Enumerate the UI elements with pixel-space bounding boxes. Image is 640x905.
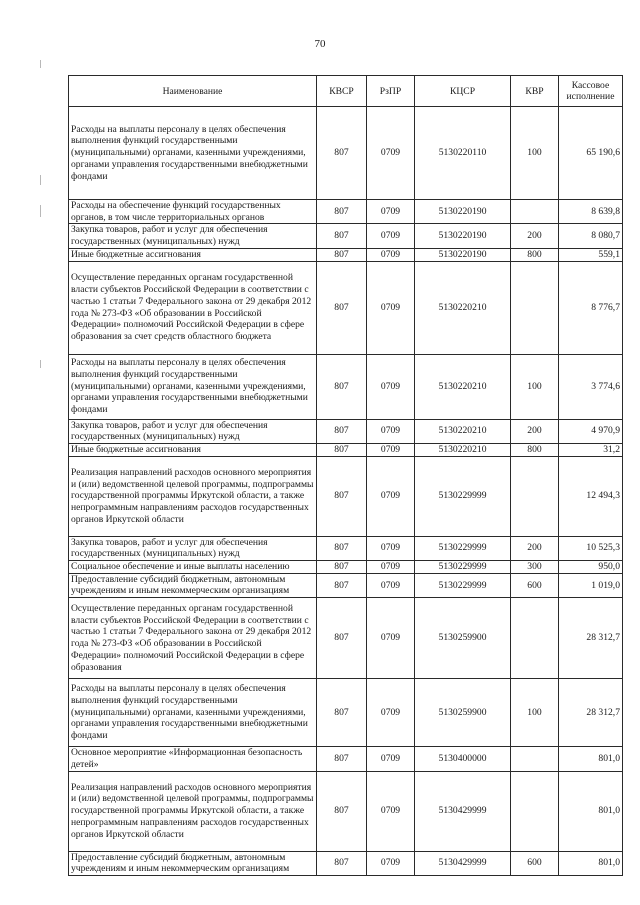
cell-rzpr: 0709 (367, 679, 415, 747)
cell-rzpr: 0709 (367, 443, 415, 456)
cell-kvr: 200 (511, 224, 559, 248)
cell-name: Предоставление субсидий бюджетным, автономным учреждениям и иным некоммерческим организациям (69, 573, 317, 597)
cell-name: Закупка товаров, работ и услуг для обеспечения государственных (муниципальных) нужд (69, 419, 317, 443)
margin-mark (40, 360, 41, 368)
cell-amount: 559,1 (559, 248, 623, 261)
cell-name: Расходы на обеспечение функций государственных органов, в том числе территориальных органов (69, 200, 317, 224)
cell-kvsr: 807 (317, 354, 367, 419)
table-body (69, 107, 623, 876)
cell-amount: 950,0 (559, 561, 623, 574)
cell-amount: 8 080,7 (559, 224, 623, 248)
table-row (69, 536, 623, 560)
cell-rzpr: 0709 (367, 771, 415, 851)
cell-name: Основное мероприятие «Информационная безопасность детей» (69, 747, 317, 771)
cell-kvr: 100 (511, 354, 559, 419)
table-row (69, 456, 623, 536)
cell-rzpr: 0709 (367, 598, 415, 679)
cell-kvr (511, 598, 559, 679)
cell-amount: 8 776,7 (559, 261, 623, 354)
cell-rzpr: 0709 (367, 261, 415, 354)
cell-kcsr: 5130220210 (415, 419, 511, 443)
cell-rzpr: 0709 (367, 248, 415, 261)
header-kvr: КВР (511, 76, 559, 107)
cell-kvsr: 807 (317, 598, 367, 679)
cell-kcsr: 5130229999 (415, 573, 511, 597)
cell-kvr (511, 747, 559, 771)
cell-name: Расходы на выплаты персоналу в целях обеспечения выполнения функций государственными (муниципальными) органами, казенными учреждениями, органами управления государственными внебюджетными фондами (69, 354, 317, 419)
cell-kvsr: 807 (317, 573, 367, 597)
cell-name: Осуществление переданных органам государственной власти субъектов Российской Федерации в соответствии с частью 1 статьи 7 Федерального закона от 29 декабря 2012 года № 273-ФЗ «Об образовании в Российской Федерации» полномочий Российской Федерации в сфере образования (69, 598, 317, 679)
cell-name: Расходы на выплаты персоналу в целях обеспечения выполнения функций государственными (муниципальными) органами, казенными учреждениями, органами управления государственными внебюджетными фондами (69, 679, 317, 747)
cell-kvsr: 807 (317, 419, 367, 443)
cell-name: Предоставление субсидий бюджетным, автономным учреждениям и иным некоммерческим организациям (69, 851, 317, 875)
cell-rzpr: 0709 (367, 107, 415, 200)
cell-kvsr: 807 (317, 679, 367, 747)
margin-mark (40, 175, 41, 185)
cell-kvr: 200 (511, 419, 559, 443)
cell-kvr: 300 (511, 561, 559, 574)
cell-kvsr: 807 (317, 248, 367, 261)
cell-kcsr: 5130229999 (415, 456, 511, 536)
cell-kcsr: 5130229999 (415, 561, 511, 574)
cell-kvr: 800 (511, 248, 559, 261)
cell-kcsr: 5130220190 (415, 248, 511, 261)
cell-kvsr: 807 (317, 443, 367, 456)
cell-amount: 1 019,0 (559, 573, 623, 597)
table-row (69, 851, 623, 875)
cell-amount: 4 970,9 (559, 419, 623, 443)
cell-rzpr: 0709 (367, 200, 415, 224)
cell-name: Закупка товаров, работ и услуг для обеспечения государственных (муниципальных) нужд (69, 224, 317, 248)
cell-name: Иные бюджетные ассигнования (69, 248, 317, 261)
cell-kvsr: 807 (317, 851, 367, 875)
cell-rzpr: 0709 (367, 747, 415, 771)
cell-rzpr: 0709 (367, 536, 415, 560)
cell-rzpr: 0709 (367, 419, 415, 443)
margin-mark (40, 60, 41, 68)
cell-rzpr: 0709 (367, 573, 415, 597)
cell-kvr: 800 (511, 443, 559, 456)
cell-name: Реализация направлений расходов основного мероприятия и (или) ведомственной целевой программы, подпрограммы государственной программы Иркутской области, а также непрограммным направлениям расходов государственных органов Иркутской области (69, 456, 317, 536)
header-amount: Кассовое исполнение (559, 76, 623, 107)
cell-amount: 10 525,3 (559, 536, 623, 560)
table-row (69, 747, 623, 771)
table-row (69, 598, 623, 679)
cell-kcsr: 5130220190 (415, 200, 511, 224)
cell-kvr: 100 (511, 679, 559, 747)
cell-kcsr: 5130220210 (415, 354, 511, 419)
cell-kvr (511, 456, 559, 536)
cell-kcsr: 5130220110 (415, 107, 511, 200)
cell-kvr (511, 771, 559, 851)
cell-amount: 801,0 (559, 771, 623, 851)
header-rzpr: РзПР (367, 76, 415, 107)
header-kcsr: КЦСР (415, 76, 511, 107)
cell-kvsr: 807 (317, 561, 367, 574)
cell-amount: 28 312,7 (559, 598, 623, 679)
cell-name: Закупка товаров, работ и услуг для обеспечения государственных (муниципальных) нужд (69, 536, 317, 560)
cell-amount: 3 774,6 (559, 354, 623, 419)
table-row (69, 107, 623, 200)
cell-amount: 65 190,6 (559, 107, 623, 200)
table-header-row (69, 76, 623, 107)
cell-kcsr: 5130229999 (415, 536, 511, 560)
margin-mark (40, 205, 41, 217)
cell-name: Иные бюджетные ассигнования (69, 443, 317, 456)
cell-amount: 28 312,7 (559, 679, 623, 747)
cell-kcsr: 5130259900 (415, 679, 511, 747)
cell-kvsr: 807 (317, 747, 367, 771)
cell-name: Социальное обеспечение и иные выплаты населению (69, 561, 317, 574)
cell-kvsr: 807 (317, 200, 367, 224)
cell-kcsr: 5130429999 (415, 851, 511, 875)
cell-rzpr: 0709 (367, 224, 415, 248)
table-row (69, 443, 623, 456)
cell-kcsr: 5130259900 (415, 598, 511, 679)
page-number: 70 (314, 38, 326, 50)
cell-kvr: 600 (511, 851, 559, 875)
table-row (69, 679, 623, 747)
cell-kvr: 100 (511, 107, 559, 200)
cell-kvsr: 807 (317, 224, 367, 248)
cell-kvsr: 807 (317, 771, 367, 851)
table-row (69, 224, 623, 248)
cell-kvsr: 807 (317, 536, 367, 560)
cell-kcsr: 5130429999 (415, 771, 511, 851)
table-row (69, 419, 623, 443)
budget-table (68, 75, 623, 876)
cell-kcsr: 5130220190 (415, 224, 511, 248)
table-row (69, 248, 623, 261)
cell-rzpr: 0709 (367, 354, 415, 419)
cell-rzpr: 0709 (367, 851, 415, 875)
cell-name: Осуществление переданных органам государственной власти субъектов Российской Федерации в соответствии с частью 1 статьи 7 Федерального закона от 29 декабря 2012 года № 273-ФЗ «Об образовании в Российской Федерации» полномочий Российской Федерации в сфере образования за счет средств областного бюджета (69, 261, 317, 354)
cell-kvr (511, 200, 559, 224)
cell-name: Расходы на выплаты персоналу в целях обеспечения выполнения функций государственными (муниципальными) органами, казенными учреждениями, органами управления государственными внебюджетными фондами (69, 107, 317, 200)
cell-kvr (511, 261, 559, 354)
cell-amount: 8 639,8 (559, 200, 623, 224)
cell-amount: 801,0 (559, 851, 623, 875)
cell-kcsr: 5130400000 (415, 747, 511, 771)
table-row (69, 261, 623, 354)
cell-name: Реализация направлений расходов основного мероприятия и (или) ведомственной целевой программы, подпрограммы государственной программы Иркутской области, а также непрограммным направлениям расходов государственных органов Иркутской области (69, 771, 317, 851)
cell-kvsr: 807 (317, 107, 367, 200)
header-kvsr: КВСР (317, 76, 367, 107)
table-row (69, 561, 623, 574)
cell-amount: 12 494,3 (559, 456, 623, 536)
table-row (69, 573, 623, 597)
cell-amount: 31,2 (559, 443, 623, 456)
table-row (69, 354, 623, 419)
cell-amount: 801,0 (559, 747, 623, 771)
cell-rzpr: 0709 (367, 456, 415, 536)
cell-kvsr: 807 (317, 261, 367, 354)
cell-kcsr: 5130220210 (415, 443, 511, 456)
cell-kvr: 600 (511, 573, 559, 597)
cell-kvr: 200 (511, 536, 559, 560)
table-row (69, 771, 623, 851)
table-row (69, 200, 623, 224)
header-name: Наименование (69, 76, 317, 107)
cell-kvsr: 807 (317, 456, 367, 536)
cell-rzpr: 0709 (367, 561, 415, 574)
cell-kcsr: 5130220210 (415, 261, 511, 354)
